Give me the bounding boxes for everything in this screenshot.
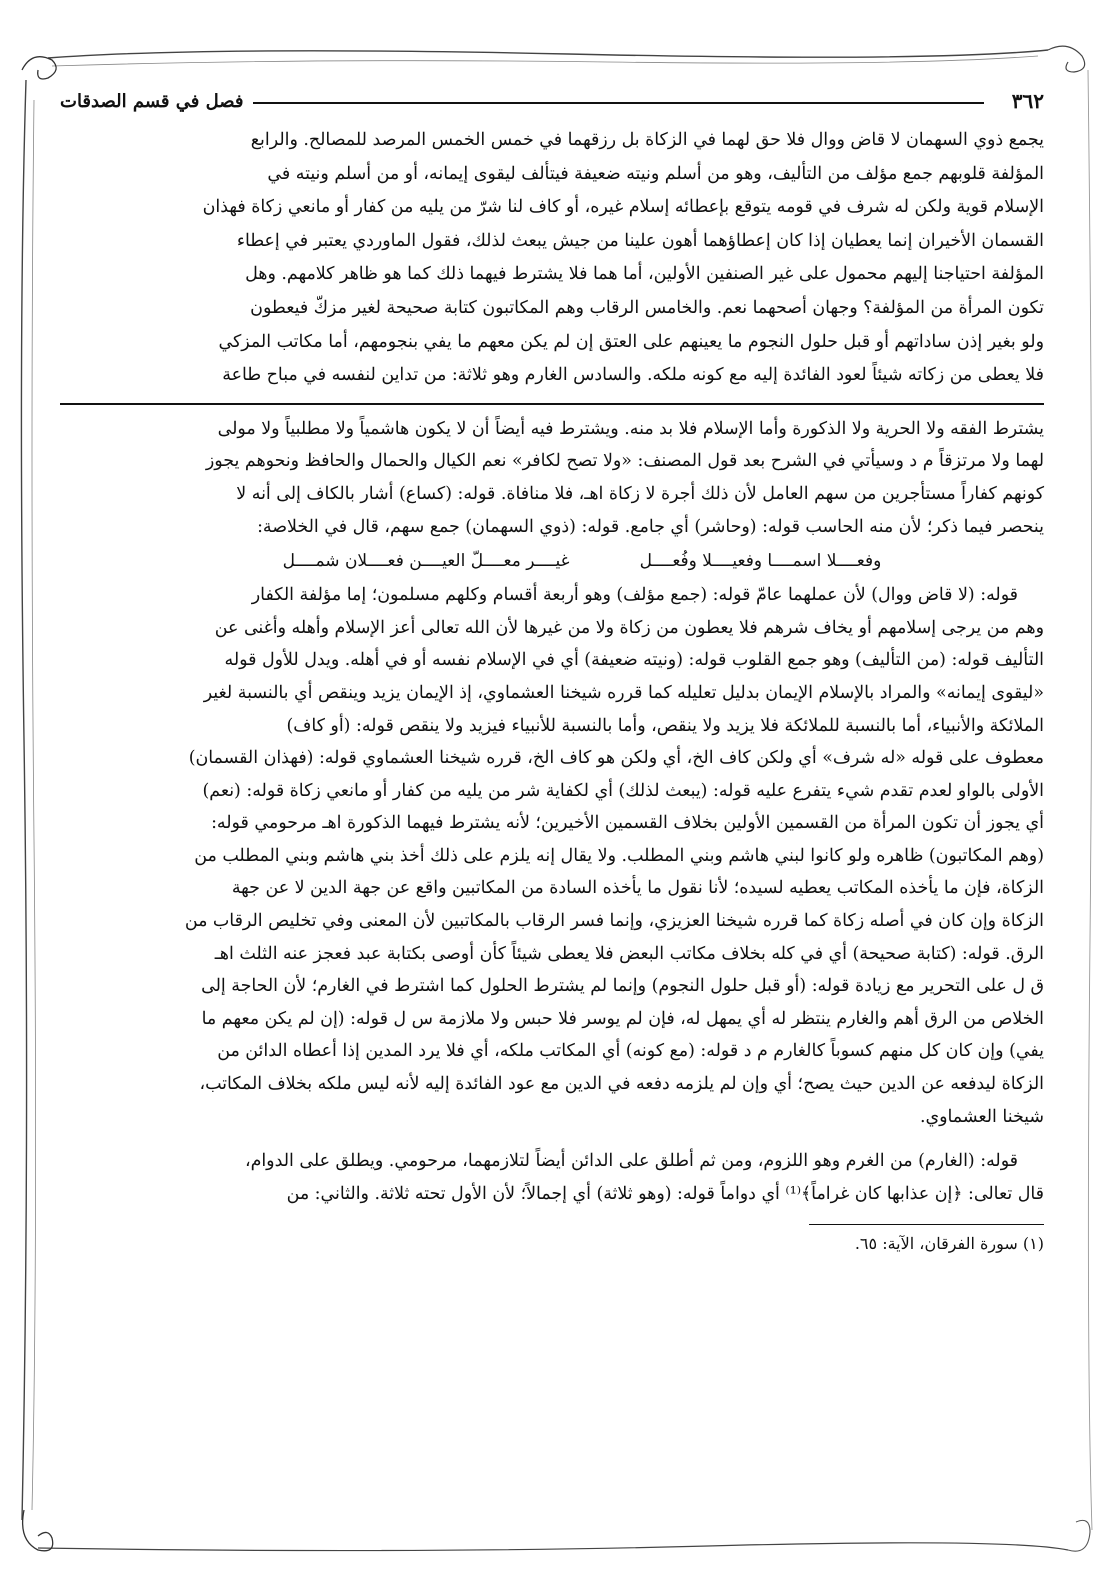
frame-top-inner-border xyxy=(52,56,1038,66)
text-commentary-separator xyxy=(60,403,1044,405)
frame-corner-scroll-top-left xyxy=(22,57,56,79)
footnote: (١) سورة الفرقان، الآية: ٦٥. xyxy=(854,1234,1044,1254)
page-number: ٣٦٢ xyxy=(1002,89,1044,113)
commentary-line: الزكاة وإن كان في أصله زكاة كما قرره شيخنا العزيزي، وإنما فسر الرقاب بالمكاتبين لأن المعنى وفي تخليص الرقاب من xyxy=(184,911,1044,932)
main-text-line: الإسلام قوية ولكن له شرف في قومه يتوقع بإعطائه إسلام غيره، أو كاف لنا شرّ من يليه من كفار أو مانعي زكاة فهذان xyxy=(202,197,1044,218)
header-rule xyxy=(245,102,984,104)
commentary-line: يشترط الفقه ولا الحرية ولا الذكورة وأما الإسلام فلا بد منه. ويشترط فيه أيضاً أن لا يكون هاشمياً ولا مطلبياً ولا مولى xyxy=(217,418,1044,439)
main-text-line: المؤلفة احتياجنا إليهم محمول على غير الصنفين الأولين، أما هما فلا يشترط فيهما ذلك كما هو ظاهر كلامهم. وهل xyxy=(245,264,1044,285)
commentary-line: الزكاة، فإن ما يأخذه المكاتب يعطيه لسيده؛ لأنا نقول ما يأخذه السادة من المكاتبين واقع عن جهة الدين لا عن جهة xyxy=(231,878,1044,899)
frame-right-border xyxy=(1088,70,1092,1530)
commentary-line: شيخنا العشماوي. xyxy=(919,1106,1044,1127)
footnote-rule xyxy=(809,1224,1044,1225)
commentary-line: يفي) وإن كان كل منهم كسوباً كالغارم م د قوله: (مع كونه) أي المكاتب ملكه، أي فلا يرد المدين إذا أعطاه الدائن من xyxy=(217,1041,1044,1062)
frame-corner-scroll-bottom-left xyxy=(23,1510,53,1551)
main-text-line: تكون المرأة من المؤلفة؟ وجهان أصحهما نعم. والخامس الرقاب وهم المكاتبون كتابة صحيحة لغير مزكّ فيعطون xyxy=(250,297,1044,318)
commentary-line: الملائكة والأنبياء، أما بالنسبة للملائكة فلا يزيد ولا ينقص، وأما بالنسبة للأنبياء فيزيد ولا ينقص قوله: (أو كاف) xyxy=(286,715,1044,736)
main-text-line: فلا يعطى من زكاته شيئاً لعود الفائدة إليه مع كونه ملكه. والسادس الغارم وهو ثلاثة: من تداين لنفسه في مباح طاعة xyxy=(222,365,1044,386)
commentary-line: التأليف قوله: (من التأليف) وهو جمع القلوب قوله: (ونيته ضعيفة) أي في الإسلام نفسه أو في أهله. ويدل للأول قوله xyxy=(224,650,1044,671)
verse-hemistich-left: غيــــر معــــلّ العيــــن فعــــلان شمــــل xyxy=(282,551,570,572)
frame-left-inner-border xyxy=(32,100,36,1510)
commentary-line: (وهم المكاتبون) ظاهره ولو كانوا لبني هاشم وبني المطلب. ولا يقال إنه يلزم على ذلك أخذ بني هاشم وبني المطلب من xyxy=(194,845,1044,866)
commentary-line: معطوف على قوله «له شرف» أي ولكن كاف الخ، أي ولكن هو كاف الخ، قرره شيخنا العشماوي قوله: (فهذان القسمان) xyxy=(188,748,1044,769)
page-header xyxy=(60,86,1044,116)
main-text-line: ولو بغير إذن ساداتهم أو قبل حلول النجوم ما يعينهم على العتق إن لم يكن معهم ما يفي بنجومهم، أما مكاتب المزكي xyxy=(218,331,1044,352)
main-text-line: القسمان الأخيران إنما يعطيان إذا كان إعطاؤهما أهون علينا من جيش يبعث لذلك، فقول الماوردي يعتبر في إعطاء xyxy=(236,230,1044,251)
commentary-line: قوله: (لا قاض ووال) لأن عملهما عامّ قوله: (جمع مؤلف) وهو أربعة أقسام وكلهم مسلمون؛ إما مؤلفة الكفار xyxy=(251,585,1018,606)
commentary-line: الزكاة ليدفعه عن الدين حيث يصح؛ أي وإن لم يلزمه دفعه في الدين مع عود الفائدة إليه لأنه ليس ملكه بخلاف المكاتب، xyxy=(199,1074,1044,1095)
commentary-line: وهم من يرجى إسلامهم أو يخاف شرهم فلا يعطون من زكاة ولا من غيرها لأن الله تعالى أعز الإسلام وأهله وأغنى عن xyxy=(214,617,1044,638)
commentary-line: قوله: (الغارم) من الغرم وهو اللزوم، ومن ثم أطلق على الدائن أيضاً لتلازمهما، مرحومي. ويطلق على الدوام، xyxy=(244,1151,1018,1172)
commentary-line: «ليقوى إيمانه» والمراد بالإسلام الإيمان بدليل تعليله كما قرره شيخنا العشماوي، إذ الإيمان يزيد وينقص أي بالنسبة لغير xyxy=(203,682,1044,703)
running-title: فصل في قسم الصدقات xyxy=(60,91,253,112)
commentary-line: ق ل على التحرير مع زيادة قوله: (أو قبل حلول النجوم) وإنما لم يشترط الحلول كما اشترط في الغارم؛ لأن الحاجة إلى xyxy=(201,976,1044,997)
commentary-line: أي يجوز أن تكون المرأة من القسمين الأولين بخلاف القسمين الأخيرين؛ لأنه يشترط فيهما الذكورة اهـ مرحومي قوله: xyxy=(211,813,1044,834)
commentary-line: الأولى بالواو لعدم تقدم شيء يتفرع عليه قوله: (يبعث لذلك) أي لكفاية شر من يليه من كفار أو مانعي زكاة قوله: (نعم) xyxy=(202,780,1044,801)
commentary-line: قال تعالى: ﴿إن عذابها كان غراماً﴾⁽¹⁾ أي دواماً قوله: (وهو ثلاثة) أي إجمالاً؛ لأن الأول تحته ثلاثة. والثاني: من xyxy=(286,1183,1044,1204)
frame-bottom-border xyxy=(38,1543,1068,1551)
commentary-line: لهما ولا مرتزقاً م د وسيأتي في الشرح بعد قول المصنف: «ولا تصح لكافر» نعم الكيال والحمال والحافظ ونحوهم يجوز xyxy=(205,451,1044,472)
poetry-verse xyxy=(60,543,1044,579)
frame-corner-scroll-top-right xyxy=(1048,46,1085,72)
paragraph-gap xyxy=(60,1133,1044,1145)
commentary-line: الرق. قوله: (كتابة صحيحة) أي في كله بخلاف مكاتب البعض فلا يعطى شيئاً كأن أوصى بكتابة عبد فعجز عنه الثلث اهـ xyxy=(214,943,1044,964)
frame-corner-scroll-bottom-right xyxy=(1068,1520,1090,1551)
verse-hemistich-right: وفعــــلا اسمــــا وفعيــــلا وفُعــــل xyxy=(639,551,882,572)
main-text-line: المؤلفة قلوبهم جمع مؤلف من التأليف، وهو من أسلم ونيته ضعيفة فيتألف ليقوى إيمانه، أو من أسلم ونيته في xyxy=(267,163,1044,184)
commentary-line: ينحصر فيما ذكر؛ لأن منه الحاسب قوله: (وحاشر) أي جامع. قوله: (ذوي السهمان) جمع سهم، قال في الخلاصة: xyxy=(257,516,1044,537)
commentary-line: الخلاص من الرق أهم والغارم ينتظر له أي يمهل له، فإن لم يوسر فلا حبس ولا ملازمة س ل قوله: (إن لم يكن معهم ما xyxy=(201,1008,1044,1029)
main-text-line: يجمع ذوي السهمان لا قاض ووال فلا حق لهما في الزكاة بل رزقهما في خمس الخمس المرصد للمصالح. والرابع xyxy=(250,130,1044,150)
commentary xyxy=(60,413,1044,1211)
main-text xyxy=(60,124,1044,393)
frame-top-border xyxy=(48,50,1048,58)
frame-left-border xyxy=(21,80,26,1520)
page-body xyxy=(60,86,1044,1543)
commentary-line: كونهم كفاراً مستأجرين من سهم العامل لأن ذلك أجرة لا زكاة اهـ، فلا منافاة. قوله: (كساع) أشار بالكاف إلى أنه لا xyxy=(236,483,1044,504)
